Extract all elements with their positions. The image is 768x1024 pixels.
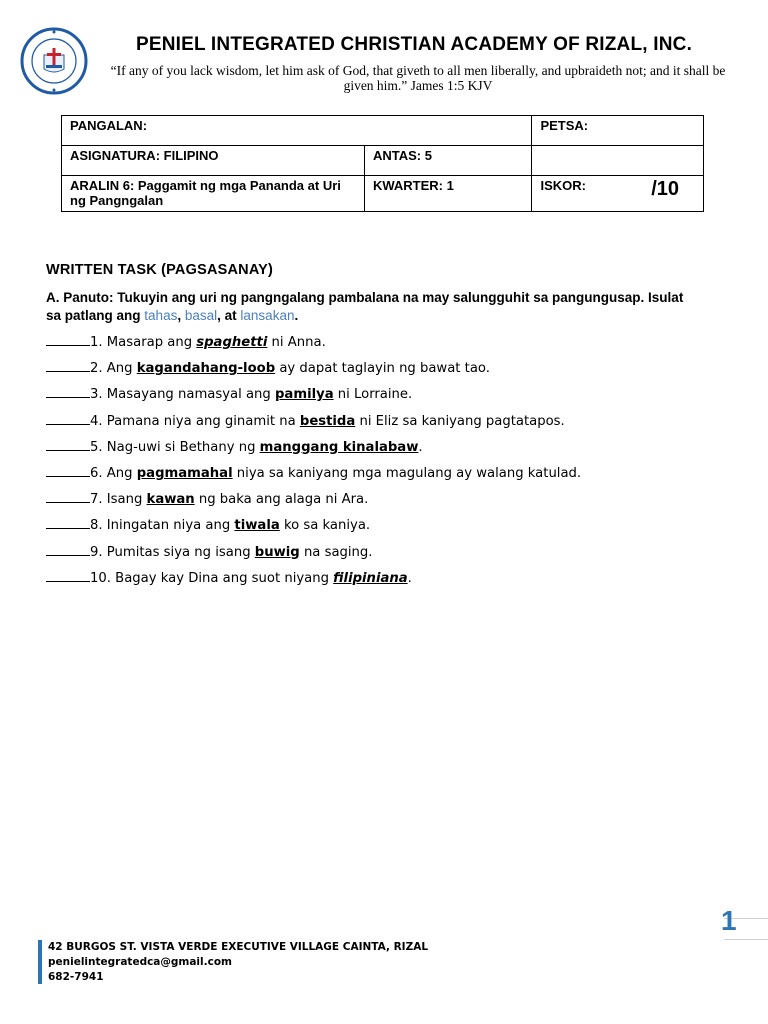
item-text: Masayang namasyal ang (106, 387, 275, 403)
item-text: Nag-uwi si Bethany ng (106, 439, 260, 455)
item-text: niya sa kaniyang mga magulang ay walang katulad. (232, 465, 582, 481)
score-field[interactable] (532, 176, 704, 212)
item-number: 1. (90, 335, 107, 350)
item-text: ni Lorraine. (333, 387, 413, 403)
answer-blank[interactable] (46, 463, 90, 477)
item-text: Pamana niya ang ginamit na (106, 413, 300, 429)
exercise-item (46, 515, 581, 541)
lesson-label: ARALIN 6: Paggamit ng mga Pananda at Uri ng Pangngalan (70, 178, 341, 208)
item-text: ay dapat taglayin ng bawat tao. (275, 361, 490, 377)
answer-type-lansakan: lansakan (240, 308, 295, 323)
exercise-item (46, 411, 581, 437)
quarter-cell (364, 176, 532, 212)
score-total: /10 (651, 178, 679, 200)
exercise-item (46, 358, 581, 384)
item-number: 2. (90, 361, 107, 377)
page-number-rule (724, 939, 768, 940)
answer-blank[interactable] (46, 437, 90, 451)
underlined-noun: pamilya (274, 387, 334, 403)
school-name: PENIEL INTEGRATED CHRISTIAN ACADEMY OF RIZAL, INC. (135, 34, 693, 55)
underlined-noun: kawan (146, 492, 195, 508)
underlined-noun: spaghetti (196, 335, 268, 350)
item-text: na saging. (299, 544, 373, 560)
footer-contact (48, 940, 428, 985)
item-text: Iningatan niya ang (106, 518, 235, 534)
answer-blank[interactable] (46, 384, 90, 398)
exercise-item (46, 489, 581, 515)
instruction-separator: , at (217, 308, 237, 323)
answer-blank[interactable] (46, 489, 90, 503)
footer-accent-bar (38, 940, 42, 984)
date-field[interactable] (532, 116, 704, 146)
footer-phone: 682-7941 (48, 971, 104, 983)
item-number: 10. (90, 570, 116, 586)
item-text: . (418, 439, 423, 455)
footer-address: 42 BURGOS ST. VISTA VERDE EXECUTIVE VILLAGE CAINTA, RIZAL (48, 941, 429, 953)
answer-blank[interactable] (46, 515, 90, 529)
underlined-noun: buwig (254, 544, 300, 560)
answer-blank[interactable] (46, 568, 90, 582)
student-info-table (61, 115, 704, 212)
lesson-cell (62, 176, 365, 212)
name-label: PANGALAN: (70, 118, 148, 133)
name-field[interactable] (62, 116, 532, 146)
answer-type-tahas: tahas (144, 308, 178, 323)
answer-blank[interactable] (46, 411, 90, 425)
answer-blank[interactable] (46, 542, 90, 556)
exercise-item (46, 332, 581, 358)
item-number: 5. (90, 439, 107, 455)
exercise-item (46, 384, 581, 410)
answer-blank[interactable] (46, 358, 90, 372)
grade-cell (364, 146, 532, 176)
instruction-separator: , (177, 308, 182, 323)
subject-cell (62, 146, 365, 176)
item-number: 6. (90, 465, 107, 481)
item-text: ni Anna. (267, 335, 326, 350)
instruction-period: . (294, 308, 299, 323)
item-text: ni Eliz sa kaniyang pagtatapos. (355, 413, 565, 429)
item-text: Masarap ang (106, 335, 197, 350)
instructions (46, 289, 686, 325)
underlined-noun: manggang kinalabaw (259, 439, 419, 455)
school-seal-logo (20, 27, 88, 95)
underlined-noun: filipiniana (333, 570, 408, 586)
exercise-list (46, 332, 581, 594)
item-text: Pumitas siya ng isang (106, 544, 255, 560)
underlined-noun: kagandahang-loob (136, 361, 276, 377)
quarter-label: KWARTER: 1 (372, 178, 454, 193)
item-text: Bagay kay Dina ang suot niyang (115, 570, 334, 586)
item-number: 9. (90, 544, 107, 560)
item-text: ko sa kaniya. (279, 518, 371, 534)
answer-type-basal: basal (184, 308, 218, 323)
date-label: PETSA: (540, 118, 589, 133)
item-text: ng baka ang alaga ni Ara. (194, 492, 369, 508)
item-text: Isang (106, 492, 147, 508)
underlined-noun: tiwala (234, 518, 280, 534)
page-number: 1 (721, 905, 739, 936)
exercise-item (46, 568, 581, 594)
grade-label: ANTAS: 5 (372, 148, 432, 163)
underlined-noun: bestida (299, 413, 356, 429)
subject-label: ASIGNATURA: FILIPINO (70, 148, 219, 163)
item-number: 3. (90, 387, 107, 403)
footer-email: penielintegratedca@gmail.com (48, 956, 233, 968)
empty-cell (532, 146, 704, 176)
exercise-item (46, 463, 581, 489)
exercise-item (46, 437, 581, 463)
item-number: 4. (90, 413, 107, 429)
bible-verse: “If any of you lack wisdom, let him ask of God, that giveth to all men liberally, and upbraideth not; and it shall be given him.” James 1:5 KJV (110, 63, 726, 93)
exercise-item (46, 542, 581, 568)
item-number: 7. (90, 492, 107, 508)
score-label: ISKOR: (540, 178, 586, 193)
answer-blank[interactable] (46, 332, 90, 346)
underlined-noun: pagmamahal (136, 465, 233, 481)
item-text: Ang (106, 361, 137, 377)
item-text: Ang (106, 465, 137, 481)
instruction-text: A. Panuto: Tukuyin ang uri ng pangngalang pambalana na may salungguhit sa pangungusap. Isulat sa patlang ang (46, 290, 684, 323)
item-text: . (407, 570, 412, 586)
task-title: WRITTEN TASK (PAGSASANAY) (46, 262, 274, 278)
item-number: 8. (90, 518, 107, 534)
